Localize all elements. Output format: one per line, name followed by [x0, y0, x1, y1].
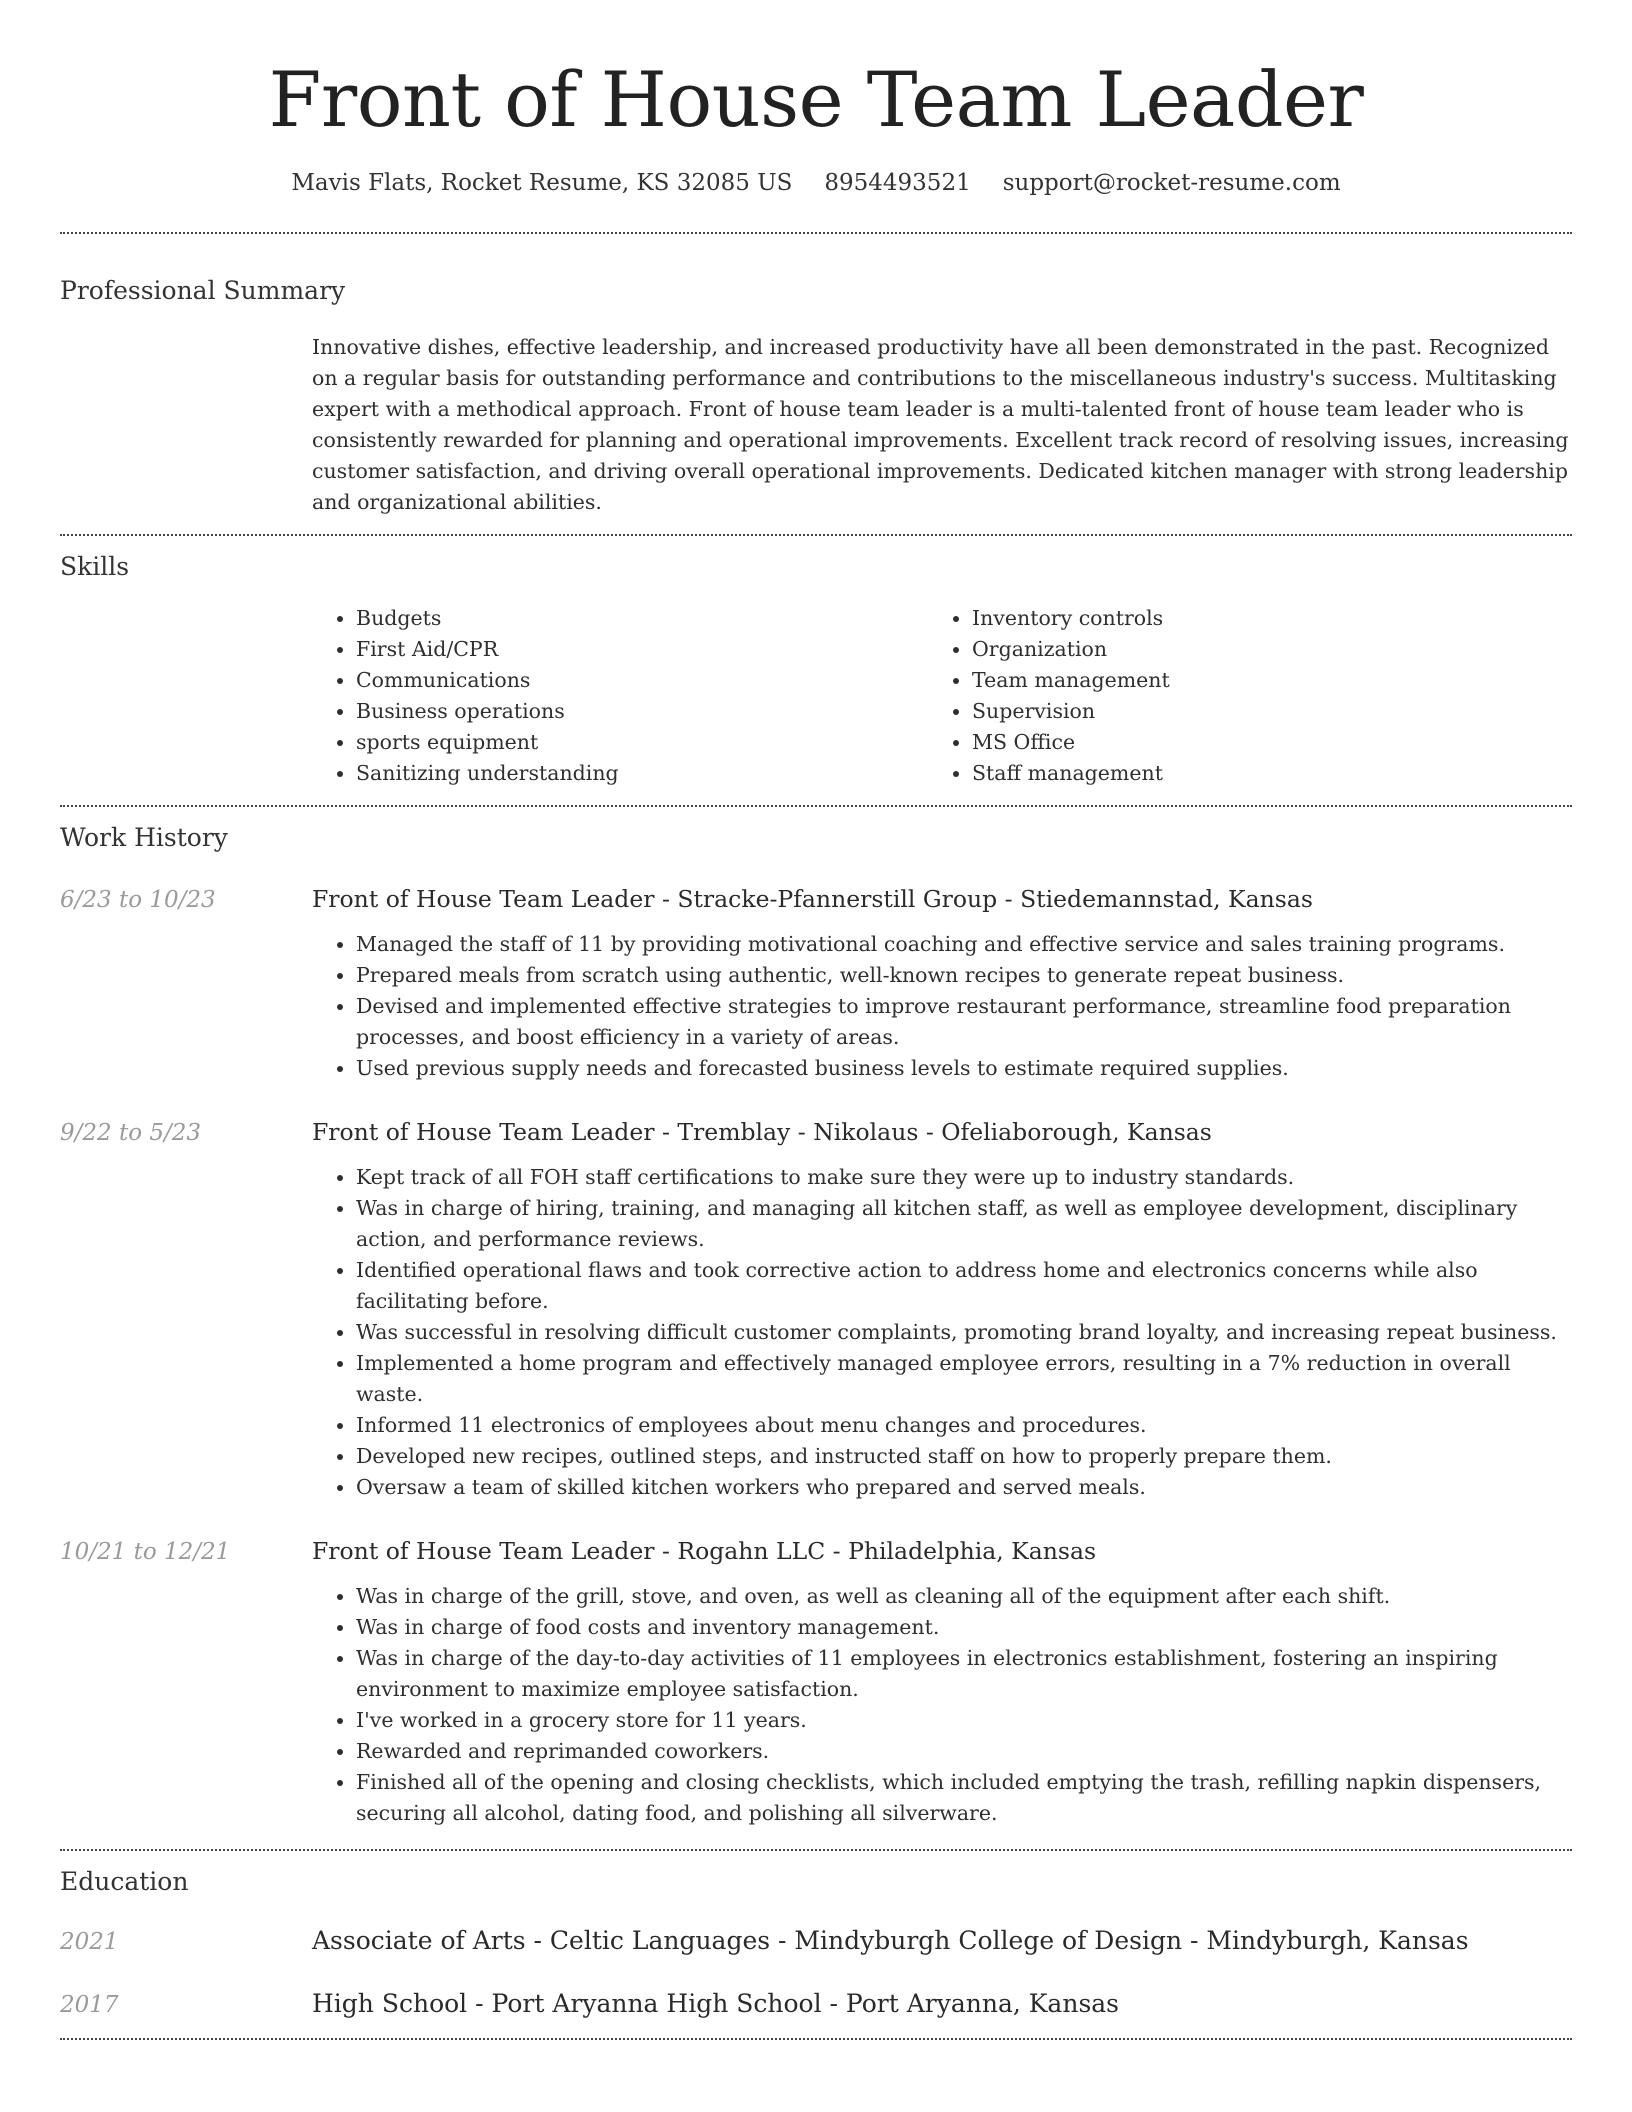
skill-item: • MS Office: [972, 727, 1544, 758]
job-bullet: • Prepared meals from scratch using authentic, well-known recipes to generate repeat business.: [356, 960, 1572, 991]
job-bullet: • Implemented a home program and effectively managed employee errors, resulting in a 7% reduction in overall waste.: [356, 1348, 1572, 1410]
job-entry: [60, 1118, 1572, 1503]
work-history-section: [60, 823, 1572, 1829]
education-entry: [60, 1926, 1572, 1955]
job-bullet: • I've worked in a grocery store for 11 years.: [356, 1705, 1572, 1736]
job-bullet: • Was in charge of hiring, training, and managing all kitchen staff, as well as employee development, disciplinary action, and performance reviews.: [356, 1193, 1572, 1255]
job-dates: 6/23 to 10/23: [60, 887, 216, 913]
section-title-summary: Professional Summary: [60, 276, 346, 305]
job-bullet: • Was in charge of food costs and inventory management.: [356, 1612, 1572, 1643]
job-bullet: • Developed new recipes, outlined steps, and instructed staff on how to properly prepare them.: [356, 1441, 1572, 1472]
job-bullets: [312, 1162, 1572, 1503]
divider: [60, 1849, 1572, 1851]
skill-item: • Organization: [972, 634, 1544, 665]
job-bullet: • Informed 11 electronics of employees about menu changes and procedures.: [356, 1410, 1572, 1441]
divider: [60, 805, 1572, 807]
contact-email: support@rocket-resume.com: [1002, 170, 1341, 196]
job-dates: 10/21 to 12/21: [60, 1539, 231, 1565]
divider: [60, 534, 1572, 536]
job-heading: Front of House Team Leader - Stracke-Pfannerstill Group - Stiedemannstad, Kansas: [312, 885, 1313, 913]
skill-item: • First Aid/CPR: [356, 634, 928, 665]
skills-list-left: [312, 603, 928, 789]
skill-item: • sports equipment: [356, 727, 928, 758]
job-bullet: • Rewarded and reprimanded coworkers.: [356, 1736, 1572, 1767]
education-year: 2017: [60, 1992, 119, 2018]
skills-list-right: [928, 603, 1544, 789]
skill-item: • Inventory controls: [972, 603, 1544, 634]
education-degree: Associate of Arts - Celtic Languages - Mindyburgh College of Design - Mindyburgh, Kansas: [312, 1926, 1469, 1955]
skill-item: • Communications: [356, 665, 928, 696]
job-bullet: • Oversaw a team of skilled kitchen workers who prepared and served meals.: [356, 1472, 1572, 1503]
job-bullet: • Used previous supply needs and forecasted business levels to estimate required supplies.: [356, 1053, 1572, 1084]
job-entry: [60, 1537, 1572, 1829]
skill-item: • Staff management: [972, 758, 1544, 789]
job-bullets: [312, 929, 1572, 1084]
job-entry: [60, 885, 1572, 1084]
candidate-name: Front of House Team Leader: [268, 55, 1364, 144]
skill-item: • Sanitizing understanding: [356, 758, 928, 789]
skill-item: • Budgets: [356, 603, 928, 634]
job-bullet: • Identified operational flaws and took corrective action to address home and electronics concerns while also facilitating before.: [356, 1255, 1572, 1317]
skill-item: • Team management: [972, 665, 1544, 696]
section-title-work-history: Work History: [60, 823, 228, 852]
contact-phone: 8954493521: [824, 170, 971, 196]
job-heading: Front of House Team Leader - Rogahn LLC - Philadelphia, Kansas: [312, 1537, 1097, 1565]
section-title-skills: Skills: [60, 552, 130, 581]
contact-info: [60, 170, 1572, 196]
job-bullet: • Finished all of the opening and closing checklists, which included emptying the trash, refilling napkin dispensers, securing all alcohol, dating food, and polishing all silverware.: [356, 1767, 1572, 1829]
divider: [60, 2038, 1572, 2040]
divider: [60, 232, 1572, 234]
resume-header: [60, 0, 1572, 196]
job-bullet: • Devised and implemented effective strategies to improve restaurant performance, streamline food preparation processes, and boost efficiency in a variety of areas.: [356, 991, 1572, 1053]
summary-text: Innovative dishes, effective leadership, and increased productivity have all been demonstrated in the past. Recognized on a regular basis for outstanding performance and contributions to the miscellaneous industry's success. Multitasking expert with a methodical approach. Front of house team leader is a multi-talented front of house team leader who is consistently rewarded for planning and operational improvements. Excellent track record of resolving issues, increasing customer satisfaction, and driving overall operational improvements. Dedicated kitchen manager with strong leadership and organizational abilities.: [312, 335, 1569, 514]
skill-item: • Supervision: [972, 696, 1544, 727]
section-title-education: Education: [60, 1867, 189, 1896]
job-heading: Front of House Team Leader - Tremblay - Nikolaus - Ofeliaborough, Kansas: [312, 1118, 1212, 1146]
skill-item: • Business operations: [356, 696, 928, 727]
job-dates: 9/22 to 5/23: [60, 1120, 202, 1146]
job-bullet: • Managed the staff of 11 by providing motivational coaching and effective service and sales training programs.: [356, 929, 1572, 960]
education-year: 2021: [60, 1929, 119, 1955]
job-bullet: • Was in charge of the grill, stove, and oven, as well as cleaning all of the equipment after each shift.: [356, 1581, 1572, 1612]
summary-section: [60, 276, 1572, 518]
education-degree: High School - Port Aryanna High School - Port Aryanna, Kansas: [312, 1989, 1120, 2018]
education-section: [60, 1867, 1572, 2018]
job-bullet: • Was in charge of the day-to-day activities of 11 employees in electronics establishment, fostering an inspiring environment to maximize employee satisfaction.: [356, 1643, 1572, 1705]
job-bullet: • Kept track of all FOH staff certifications to make sure they were up to industry standards.: [356, 1162, 1572, 1193]
education-entry: [60, 1989, 1572, 2018]
contact-address: Mavis Flats, Rocket Resume, KS 32085 US: [291, 170, 793, 196]
job-bullets: [312, 1581, 1572, 1829]
skills-section: [60, 552, 1572, 789]
job-bullet: • Was successful in resolving difficult customer complaints, promoting brand loyalty, and increasing repeat business.: [356, 1317, 1572, 1348]
